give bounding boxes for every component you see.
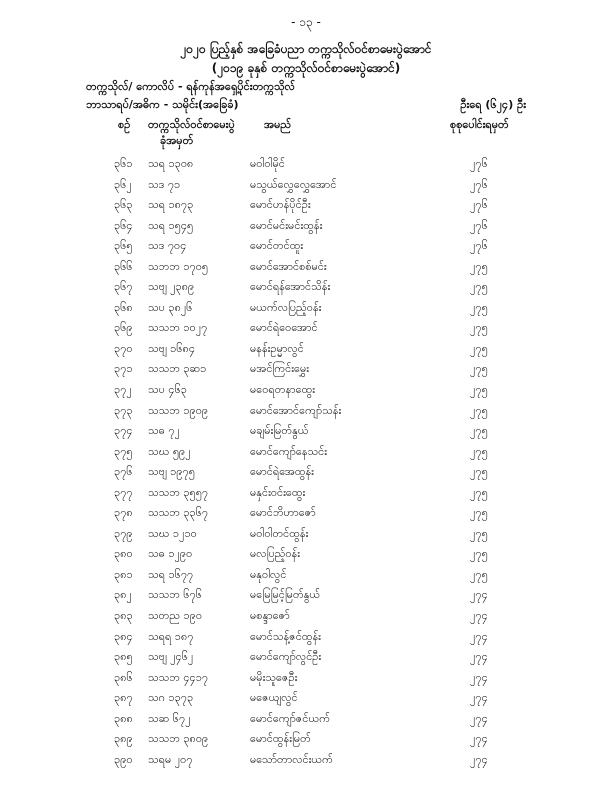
- student-name: မောင်သန့်ဇင်ထွန်း: [250, 629, 321, 643]
- total-score: ၂၇၄: [470, 711, 488, 725]
- student-name: မောင်ဟန်ပိုင်ဦး: [250, 198, 311, 212]
- roll-number: သသဘ ၃၅၅၇: [148, 485, 209, 499]
- row-number: ၃၆၄: [114, 218, 133, 232]
- table-row: [0, 671, 612, 692]
- row-number: ၃၈၈: [114, 711, 133, 725]
- university-line: တက္ကသိုလ်/ ကောလိပ် - ရန်ကုန်အရှေ့ပိုင်းတက္ကသိုလ်: [86, 80, 295, 93]
- row-number: ၃၈၇: [114, 691, 133, 705]
- table-row: [0, 383, 612, 404]
- student-name: မောင်အောင်ကျော်သန်း: [250, 403, 342, 417]
- student-name: မောင်ဘိဟာဇော်: [250, 506, 316, 520]
- table-row: [0, 301, 612, 322]
- total-score: ၂၇၅: [470, 280, 488, 294]
- title-line-1: ၂၀၂၀ ပြည့်နှစ် အခြေခံပညာ တက္ကသိုလ်ဝင်စာမေးပွဲအောင်: [180, 42, 432, 56]
- results-table: [0, 157, 612, 773]
- roll-number: သသဘ ၃ဆ၁: [148, 362, 207, 376]
- total-score: ၂၇၄: [470, 650, 488, 664]
- row-number: ၃၆၆: [114, 259, 133, 273]
- student-name: မဝေရတနာထွေး: [250, 383, 316, 397]
- table-row: [0, 280, 612, 301]
- table-row: [0, 424, 612, 445]
- total-score: ၂၇၅: [470, 444, 488, 458]
- roll-number: သဒ ၇၀၄: [148, 239, 187, 253]
- roll-number: သသဘ ၃၃၆၇: [148, 506, 209, 520]
- row-number: ၃၈၃: [114, 609, 133, 623]
- row-number: ၃၇၅: [114, 444, 133, 458]
- total-score: ၂၇၆: [470, 218, 488, 232]
- table-row: [0, 219, 612, 240]
- roll-number: သဗျ ၂၄၆၂: [148, 650, 194, 664]
- total-score: ၂၇၅: [470, 383, 488, 397]
- total-score: ၂၇၆: [470, 177, 488, 191]
- page-number: - ၁၃ -: [291, 15, 321, 29]
- student-name: မနန်းဥမ္မာလွင်: [250, 341, 304, 355]
- header-no: စဉ်: [118, 118, 131, 131]
- table-row: [0, 198, 612, 219]
- table-row: [0, 239, 612, 260]
- row-number: ၃၆၂: [114, 177, 132, 191]
- student-name: မနုဝါလွင်: [250, 567, 287, 581]
- total-score: ၂၇၄: [470, 629, 488, 643]
- student-name: မလပြည့်ဝန်း: [250, 547, 301, 561]
- student-name: မဝါဝါတင်ထွန်း: [250, 526, 309, 540]
- row-number: ၃၆၇: [114, 280, 133, 294]
- row-number: ၃၇၀: [114, 341, 133, 355]
- roll-number: သဃ ၁၂၁၀: [148, 526, 197, 540]
- row-number: ၃၈၄: [114, 629, 133, 643]
- total-score: ၂၇၅: [470, 362, 488, 376]
- student-name: မစန္ဒာဇော်: [250, 609, 290, 623]
- row-number: ၃၈၅: [114, 650, 133, 664]
- roll-number: သဗျ ၁၆၈၄: [148, 341, 196, 355]
- table-row: [0, 609, 612, 630]
- roll-number: သပ ၃၈၂၆: [148, 300, 193, 314]
- roll-number: သသဘ ၃၈၀၉: [148, 732, 209, 746]
- row-number: ၃၆၉: [114, 321, 133, 335]
- roll-number: သဂ ၁၃၇၃: [148, 691, 194, 705]
- header-roll-2: ခုံအမှတ်: [160, 134, 194, 147]
- table-row: [0, 547, 612, 568]
- student-name: မောင်အောင်စစ်မင်း: [250, 259, 327, 273]
- student-name: မောင်ကျော်ဇင်ယက်: [250, 711, 330, 725]
- table-row: [0, 445, 612, 466]
- total-score: ၂၇၄: [470, 670, 488, 684]
- table-row: [0, 691, 612, 712]
- roll-number: သဃ ၅၉၂: [148, 444, 191, 458]
- student-name: မဇေယျလွင်: [250, 691, 298, 705]
- roll-number: သသဘ ၆၇၆: [148, 588, 202, 602]
- table-row: [0, 465, 612, 486]
- total-score: ၂၇၆: [470, 198, 488, 212]
- table-row: [0, 568, 612, 589]
- table-row: [0, 486, 612, 507]
- table-row: [0, 260, 612, 281]
- table-row: [0, 178, 612, 199]
- roll-number: သရ ၁၃၀၈: [148, 157, 194, 170]
- title-line-2: (၂၀၁၉ ခုနှစ် တက္ကသိုလ်ဝင်စာမေးပွဲအောင်): [211, 61, 401, 75]
- total-score: ၂၇၅: [470, 465, 488, 479]
- total-score: ၂၇၅: [470, 259, 488, 273]
- total-score: ၂၇၄: [470, 752, 488, 766]
- row-number: ၃၉၀: [114, 752, 133, 766]
- total-score: ၂၇၅: [470, 485, 488, 499]
- table-row: [0, 650, 612, 671]
- header-roll: တက္ကသိုလ်ဝင်စာမေးပွဲ: [148, 118, 235, 131]
- student-name: မမြေမြင့်မြတ်နွယ်: [250, 588, 321, 602]
- roll-number: သဗျ ၂၃၈၉: [148, 280, 195, 294]
- row-number: ၃၇၂: [114, 383, 132, 397]
- roll-number: သဘဘ ၁၇၀၅: [148, 259, 209, 273]
- total-score: ၂၇၅: [470, 506, 488, 520]
- row-number: ၃၇၇: [114, 485, 133, 499]
- row-number: ၃၈၂: [114, 588, 132, 602]
- student-name: မသွယ်လွှေလွှေအောင်: [250, 177, 337, 191]
- total-score: ၂၇၅: [470, 341, 488, 355]
- student-name: မယက်လပြည့်ဝန်း: [250, 300, 322, 314]
- row-number: ၃၆၅: [114, 239, 133, 253]
- student-name: မဝါဝါမိုင်: [250, 157, 285, 170]
- total-score: ၂၇၅: [470, 567, 488, 581]
- table-row: [0, 712, 612, 733]
- roll-number: သဒ ၇၁: [148, 177, 181, 191]
- table-row: [0, 362, 612, 383]
- total-score: ၂၇၅: [470, 547, 488, 561]
- roll-number: သသဘ ၁၀၂၇: [148, 321, 208, 335]
- table-row: [0, 732, 612, 753]
- roll-number: သသဘ ၁၉၀၉: [148, 403, 209, 417]
- roll-number: သရ ၁၆၇၇: [148, 567, 194, 581]
- row-number: ၃၇၆: [114, 465, 133, 479]
- total-score: ၂၇၅: [470, 300, 488, 314]
- table-row: [0, 404, 612, 425]
- table-row: [0, 157, 612, 178]
- total-score: ၂၇၆: [470, 239, 488, 253]
- roll-number: သဆ ၆၇၂: [148, 711, 191, 725]
- student-name: မချမ်းမြတ်နွယ်: [250, 424, 309, 438]
- row-number: ၃၆၈: [114, 300, 133, 314]
- header-name: အမည်: [264, 118, 292, 131]
- total-score: ၂၇၄: [470, 732, 488, 746]
- student-name: မောင်မင်းမင်းထွန်း: [250, 218, 323, 232]
- row-number: ၃၈၆: [114, 670, 133, 684]
- table-row: [0, 527, 612, 548]
- row-number: ၃၇၉: [114, 526, 133, 540]
- roll-number: သဗျ ၁၉၇၅: [148, 465, 195, 479]
- total-score: ၂၇၄: [470, 588, 488, 602]
- table-header: [0, 118, 612, 148]
- roll-number: သရ ၁၈၇၃: [148, 198, 194, 212]
- document-title: [0, 40, 612, 78]
- row-number: ၃၇၈: [114, 506, 133, 520]
- total-score: ၂၇၅: [470, 403, 488, 417]
- roll-number: သဓ ၁၂၉၀: [148, 547, 193, 561]
- student-name: မောင်ထွန်းမြတ်: [250, 732, 311, 746]
- subject-label: ဘာသာရပ်/အဓိက - သမိုင်း(အခြေခံ): [86, 98, 239, 111]
- total-score: ၂၇၅: [470, 526, 488, 540]
- student-name: မအင်ကြင်းမွှေး: [250, 362, 310, 376]
- table-row: [0, 588, 612, 609]
- student-name: မောင်ရန်အောင်သိန်း: [250, 280, 331, 294]
- student-name: မောင်ကျော်လွင်ဦး: [250, 650, 322, 664]
- student-name: မောင်ရဲဝေအောင်: [250, 321, 318, 335]
- row-number: ၃၇၃: [114, 403, 133, 417]
- subject-line: [86, 98, 526, 114]
- roll-number: သသဘ ၄၄၁၇: [148, 670, 209, 684]
- roll-number: သတည ၁၉၀: [148, 609, 203, 623]
- total-score: ၂၇၄: [470, 691, 488, 705]
- row-number: ၃၇၄: [114, 424, 133, 438]
- student-name: မနှင်းဝင်းထွေး: [250, 485, 306, 499]
- row-number: ၃၈၁: [114, 567, 133, 581]
- table-row: [0, 321, 612, 342]
- roll-number: သရရ ၁၈၇: [148, 629, 194, 643]
- total-score: ၂၇၅: [470, 424, 488, 438]
- roll-number: သဓ ၇၂: [148, 424, 180, 438]
- table-row: [0, 630, 612, 651]
- row-number: ၃၈၉: [114, 732, 133, 746]
- student-name: မောင်ရဲအေထွန်း: [250, 465, 314, 479]
- roll-number: သရ ၁၅၄၅: [148, 218, 194, 232]
- roll-number: သပ ၄၆၃: [148, 383, 187, 397]
- total-score: ၂၇၆: [470, 157, 488, 170]
- header-score: စုစုပေါင်းရမှတ်: [450, 118, 509, 131]
- student-name: မောင်ကျော်နေသင်း: [250, 444, 328, 458]
- roll-number: သရမ ၂၀၇: [148, 752, 193, 766]
- student-name: မမိုးသူဇေဦး: [250, 670, 298, 684]
- row-number: ၃၆၃: [114, 198, 133, 212]
- row-number: ၃၇၁: [114, 362, 133, 376]
- student-name: မသော်တာလင်းယက်: [250, 752, 333, 766]
- table-row: [0, 506, 612, 527]
- headcount-label: ဦးရေ (၆၂၄) ဦး: [460, 98, 526, 111]
- row-number: ၃၆၁: [114, 157, 133, 170]
- table-row: [0, 753, 612, 774]
- row-number: ၃၈၀: [114, 547, 133, 561]
- student-name: မောင်တင်ထူး: [250, 239, 304, 253]
- total-score: ၂၇၅: [470, 321, 488, 335]
- table-row: [0, 342, 612, 363]
- total-score: ၂၇၄: [470, 609, 488, 623]
